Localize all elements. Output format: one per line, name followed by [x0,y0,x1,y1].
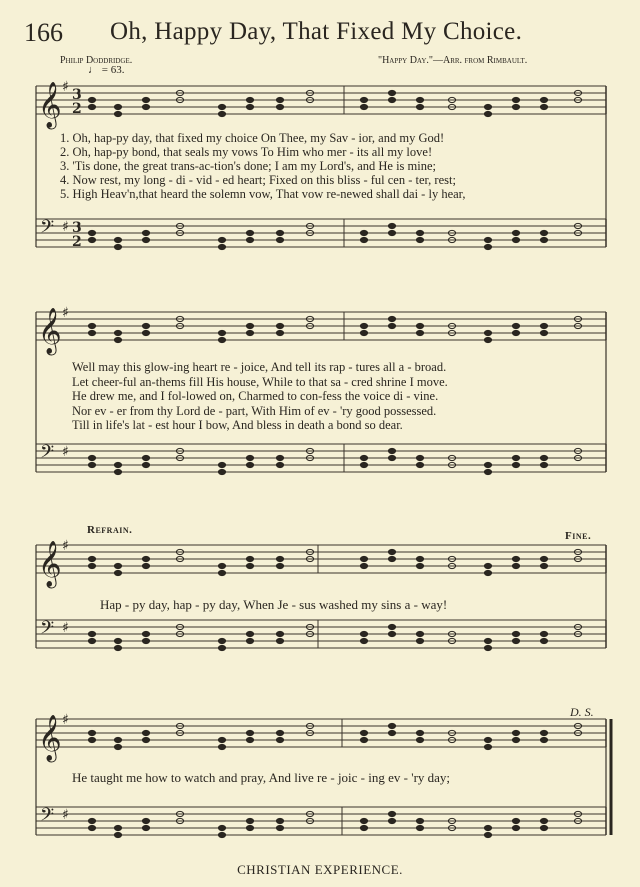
page-number: 166 [24,18,63,47]
note-head [388,323,395,328]
note-head [114,337,121,342]
verse-line: 2. Oh, hap-py bond, that seals my vows To Him who mer - its all my love! [60,145,433,159]
note-head [484,244,491,249]
note-head [360,638,367,643]
note-head [360,97,367,102]
note-head [142,237,149,242]
note-head [246,230,253,235]
note-head [484,237,491,242]
verse-block-1 [60,131,465,201]
note-head [276,638,283,643]
note-head [114,244,121,249]
note-head [360,462,367,467]
ds-label: D. S. [570,705,594,719]
section-footer: CHRISTIAN EXPERIENCE. [237,862,403,877]
note-head [512,631,519,636]
note-head [88,730,95,735]
note-head [142,563,149,568]
note-head [142,330,149,335]
note-head [360,825,367,830]
note-head [276,237,283,242]
note-head [540,104,547,109]
note-head [540,818,547,823]
note-head [388,723,395,728]
note-head [88,323,95,328]
note-head [88,737,95,742]
hymn-title: Oh, Happy Day, That Fixed My Choice. [110,18,523,45]
note-head [512,462,519,467]
note-head [540,563,547,568]
note-head [142,638,149,643]
tempo-value: = 63. [101,64,125,76]
note-head [540,730,547,735]
note-head [142,631,149,636]
note-head [276,104,283,109]
sharp-icon: ♯ [62,538,69,554]
note-head [88,563,95,568]
note-head [114,111,121,116]
verse-line: 4. Now rest, my long - di - vid - ed heart; Fixed on this bliss - ful cen - ter, rest; [60,173,456,187]
treble-clef-icon: 𝄞 [38,308,62,354]
note-head [276,462,283,467]
note-head [540,737,547,742]
note-head [276,323,283,328]
note-head [512,638,519,643]
note-head [388,230,395,235]
sharp-icon: ♯ [62,712,69,728]
note-head [484,462,491,467]
note-head [142,730,149,735]
note-head [246,556,253,561]
note-head [218,825,225,830]
note-head [246,237,253,242]
note-head [512,818,519,823]
verse-line: 5. High Heav'n,that heard the solemn vow, That vow re-newed shall dai - ly hear, [60,187,466,201]
note-head [416,563,423,568]
note-head [484,744,491,749]
sharp-icon: ♯ [62,219,69,235]
sharp-icon: ♯ [62,79,69,95]
note-head [276,563,283,568]
note-head [484,469,491,474]
note-head [88,97,95,102]
time-signature: 2 [72,101,82,117]
note-head [88,825,95,830]
note-head [484,832,491,837]
note-head [114,469,121,474]
time-signature: 2 [72,234,82,250]
note-head [540,455,547,460]
verse-line: Nor ev - er from thy Lord de - part, With Him of ev - 'ry good possessed. [72,403,437,418]
note-head [246,825,253,830]
note-head [416,737,423,742]
tempo-marking: ♩ = 63. [88,64,125,76]
note-head [360,323,367,328]
note-head [484,563,491,568]
treble-clef-icon: 𝄞 [38,541,62,587]
note-head [484,645,491,650]
sharp-icon: ♯ [62,305,69,321]
note-head [276,556,283,561]
note-head [388,624,395,629]
note-head [276,97,283,102]
note-head [388,556,395,561]
author-credit: Philip Doddridge. [60,55,133,66]
note-head [360,563,367,568]
note-head [114,737,121,742]
note-head [540,237,547,242]
note-head [88,818,95,823]
note-head [360,818,367,823]
note-head [416,323,423,328]
sharp-icon: ♯ [62,620,69,636]
note-head [388,549,395,554]
note-head [218,469,225,474]
note-head [218,244,225,249]
note-head [218,111,225,116]
note-head [416,237,423,242]
note-head [512,730,519,735]
note-head [218,563,225,568]
note-head [142,230,149,235]
note-head [388,448,395,453]
note-head [142,737,149,742]
note-head [484,737,491,742]
note-head [360,730,367,735]
verse-line: Well may this glow-ing heart re - joice, And tell its rap - tures all a - broad. [72,360,447,374]
note-head [388,730,395,735]
sharp-icon: ♯ [62,444,69,460]
note-head [388,455,395,460]
note-head [388,90,395,95]
note-head [512,330,519,335]
note-head [388,631,395,636]
note-head [276,230,283,235]
note-head [218,237,225,242]
note-head [114,832,121,837]
note-head [512,556,519,561]
note-head [246,462,253,467]
note-head [512,97,519,102]
note-head [360,104,367,109]
note-head [512,323,519,328]
verse-line: Till in life's lat - est hour I bow, And bless in death a bond so dear. [72,418,403,432]
refrain-lyric-1: Hap - py day, hap - py day, When Je - sus washed my sins a - way! [100,597,448,612]
note-head [388,223,395,228]
note-head [512,104,519,109]
note-head [540,230,547,235]
note-head [88,330,95,335]
note-head [540,638,547,643]
note-head [142,104,149,109]
note-head [218,645,225,650]
note-head [114,330,121,335]
note-head [360,455,367,460]
note-head [512,455,519,460]
note-head [142,556,149,561]
note-head [540,330,547,335]
note-head [360,230,367,235]
note-head [540,556,547,561]
note-head [484,825,491,830]
note-head [114,645,121,650]
note-head [246,638,253,643]
note-head [218,330,225,335]
bass-clef-icon: 𝄢 [40,805,55,830]
note-head [416,638,423,643]
note-head [142,323,149,328]
note-head [142,97,149,102]
note-head [276,825,283,830]
note-head [246,455,253,460]
note-head [360,556,367,561]
note-head [484,111,491,116]
note-head [88,556,95,561]
note-head [246,818,253,823]
note-head [416,97,423,102]
bass-clef-icon: 𝄢 [40,442,55,467]
note-head [142,818,149,823]
note-head [218,737,225,742]
note-head [360,737,367,742]
note-head [388,316,395,321]
note-head [114,462,121,467]
note-head [246,323,253,328]
note-head [484,337,491,342]
note-head [114,744,121,749]
note-head [114,825,121,830]
note-head [246,104,253,109]
note-head [540,462,547,467]
note-head [416,825,423,830]
refrain-label: Refrain. [87,524,133,536]
note-head [484,638,491,643]
note-head [88,237,95,242]
note-head [88,455,95,460]
note-head [388,811,395,816]
verse-line: Let cheer-ful an-thems fill His house, While to that sa - cred shrine I move. [72,374,448,389]
note-head [360,631,367,636]
note-head [484,104,491,109]
note-head [114,104,121,109]
treble-clef-icon: 𝄞 [38,82,62,128]
note-head [416,556,423,561]
note-head [512,237,519,242]
verse-line: 3. 'Tis done, the great trans-ac-tion's done; I am my Lord's, and He is mine; [60,159,437,173]
note-head [416,730,423,735]
note-head [540,825,547,830]
note-head [276,455,283,460]
tune-credit: "Happy Day."—Arr. from Rimbault. [378,55,528,66]
note-head [276,737,283,742]
note-head [540,631,547,636]
note-head [512,563,519,568]
verse-line: 1. Oh, hap-py day, that fixed my choice On Thee, my Sav - ior, and my God! [60,131,445,145]
verse-block-2 [72,360,448,433]
time-signature: 3 [72,87,82,103]
note-head [484,570,491,575]
note-head [246,97,253,102]
note-head [218,462,225,467]
note-head [416,818,423,823]
time-signature: 3 [72,220,82,236]
note-head [218,744,225,749]
treble-clef-icon: 𝄞 [38,715,62,761]
refrain-lyric-2: He taught me how to watch and pray, And live re - joic - ing ev - 'ry day; [72,770,451,785]
note-head [388,818,395,823]
note-head [142,825,149,830]
note-head [416,230,423,235]
note-head [246,631,253,636]
note-head [142,462,149,467]
note-head [114,237,121,242]
sharp-icon: ♯ [62,807,69,823]
note-head [416,330,423,335]
note-head [276,730,283,735]
note-head [114,638,121,643]
note-head [218,638,225,643]
note-head [276,631,283,636]
note-head [88,462,95,467]
note-head [88,638,95,643]
note-head [246,730,253,735]
note-head [416,104,423,109]
note-head [88,230,95,235]
note-head [416,462,423,467]
verse-line: He drew me, and I fol-lowed on, Charmed to con-fess the voice di - vine. [72,389,439,403]
bass-clef-icon: 𝄢 [40,217,55,242]
note-head [416,455,423,460]
note-head [416,631,423,636]
note-head [484,330,491,335]
fine-label: Fine. [565,530,592,542]
note-head [540,323,547,328]
note-head [360,237,367,242]
bass-clef-icon: 𝄢 [40,618,55,643]
note-head [218,570,225,575]
note-head [88,104,95,109]
note-head [114,570,121,575]
note-head [512,825,519,830]
note-head [246,330,253,335]
note-head [88,631,95,636]
note-head [512,230,519,235]
note-head [276,818,283,823]
note-head [540,97,547,102]
note-head [512,737,519,742]
note-head [218,104,225,109]
note-head [388,97,395,102]
note-head [246,737,253,742]
note-head [142,455,149,460]
note-head [276,330,283,335]
note-head [360,330,367,335]
note-head [114,563,121,568]
note-head [218,337,225,342]
note-head [218,832,225,837]
note-head [246,563,253,568]
